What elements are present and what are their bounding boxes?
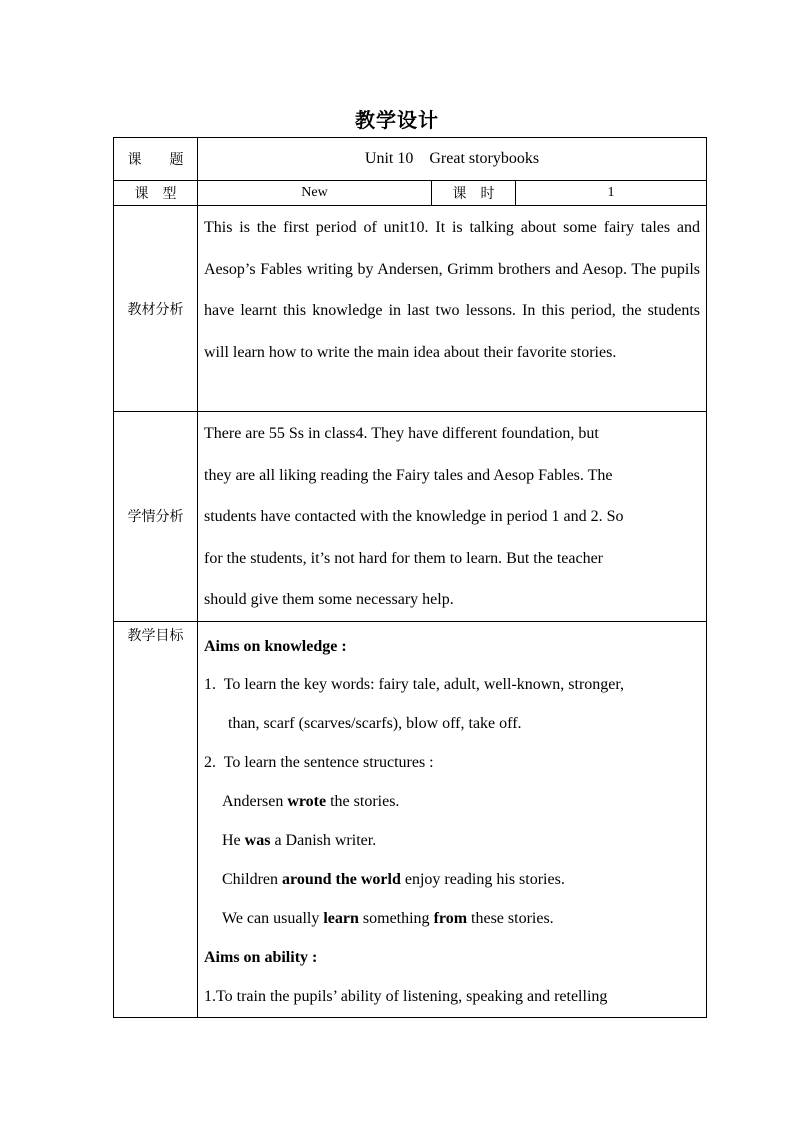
goal-item-1-cont: than, scarf (scarves/scarfs), blow off, take off.	[228, 715, 522, 733]
learner-line: students have contacted with the knowledge in period 1 and 2. So	[204, 508, 624, 525]
sentence-3: Children around the world enjoy reading his stories.	[222, 870, 565, 888]
goal-item-1: 1. To learn the key words: fairy tale, adult, well-known, stronger,	[204, 676, 625, 694]
learner-label: 学情分析	[114, 412, 198, 622]
learner-cell	[198, 412, 707, 622]
type-row	[114, 181, 707, 206]
material-row	[114, 206, 707, 412]
learner-line: should give them some necessary help.	[204, 591, 454, 608]
topic-row	[114, 138, 707, 181]
sentence-2: He was a Danish writer.	[222, 832, 377, 850]
period-label: 课 时	[432, 181, 516, 206]
period-value: 1	[516, 181, 707, 206]
goals-label: 教学目标	[114, 621, 198, 1017]
learner-text	[198, 412, 706, 621]
topic-value: Unit 10 Great storybooks	[198, 138, 707, 181]
learner-line: for the students, it’s not hard for them to learn. But the teacher	[204, 549, 603, 567]
topic-label: 课 题	[114, 138, 198, 181]
goal-item-2: 2. To learn the sentence structures :	[204, 754, 434, 772]
type-label: 课 型	[114, 181, 198, 206]
page-title: 教学设计	[355, 108, 439, 132]
sentence-1: Andersen wrote the stories.	[222, 793, 400, 811]
material-cell	[198, 206, 707, 412]
learner-line: There are 55 Ss in class4. They have different foundation, but	[204, 425, 599, 442]
goals-cell	[198, 621, 707, 1017]
material-label: 教材分析	[114, 206, 198, 412]
type-value: New	[198, 181, 432, 206]
ability-item-1: 1.To train the pupils’ ability of listening, speaking and retelling	[204, 987, 608, 1005]
learner-row	[114, 412, 707, 622]
learner-line: they are all liking reading the Fairy tales and Aesop Fables. The	[204, 466, 613, 484]
goals-row	[114, 621, 707, 1017]
material-text: This is the first period of unit10. It is talking about some fairy tales and Aesop’s Fables writing by Andersen, Grimm brothers and Aesop. The pupils have learnt this knowledge in last two lessons. In this period, the students will learn how to write the main idea about their favorite stories.	[204, 219, 701, 361]
goals-content	[198, 622, 706, 1017]
sentence-4: We can usually learn something from these stories.	[222, 909, 554, 927]
knowledge-heading: Aims on knowledge :	[204, 637, 347, 655]
lesson-plan-table	[113, 137, 707, 1018]
ability-heading: Aims on ability :	[204, 948, 318, 966]
